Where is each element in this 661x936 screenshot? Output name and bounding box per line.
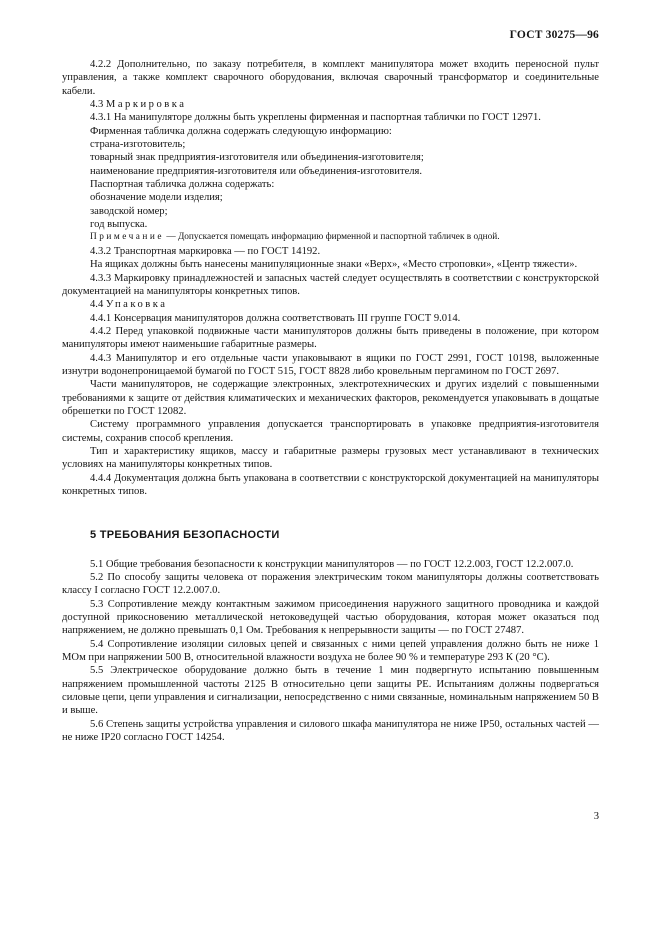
paragraph: 5.1 Общие требования безопасности к конструкции манипуляторов — по ГОСТ 12.2.003, ГОСТ 12.2.007.0. (90, 558, 574, 570)
block-4-2 (62, 58, 599, 98)
paragraph: Части манипуляторов, не содержащие электронных, электротехнических и других изделий с повышенными требованиями к защите от действия климатических и механических факторов, рекомендуется упаковывать в дощатые обрешетки по ГОСТ 12082. (62, 379, 599, 417)
block-4-4 (62, 312, 599, 499)
note-label: Примечание (90, 232, 164, 243)
paragraph: 4.4.1 Консервация манипуляторов должна соответствовать III группе ГОСТ 9.014. (90, 312, 461, 324)
section-heading-5: 5 ТРЕБОВАНИЯ БЕЗОПАСНОСТИ (90, 529, 280, 542)
page-header-doc-code: ГОСТ 30275—96 (509, 29, 599, 41)
section-number: 4.3 (90, 99, 104, 111)
note (62, 231, 599, 244)
paragraph: 5.6 Степень защиты устройства управления и силового шкафа манипулятора не ниже IP50, остальных частей — не ниже IP20 согласно ГОСТ 14254. (62, 718, 599, 744)
section-heading-4-3 (62, 98, 599, 111)
note-text: — Допускается помещать информацию фирменной и паспортной табличек в одной. (164, 232, 500, 243)
paragraph: 5.2 По способу защиты человека от поражения электрическим током манипуляторы должны соответствовать классу I согласно ГОСТ 12.2.007.0. (62, 572, 599, 597)
block-4-3 (62, 111, 599, 231)
paragraph: 4.3.2 Транспортная маркировка — по ГОСТ 14192. (90, 245, 321, 257)
paragraph: Систему программного управления допускается транспортировать в упаковке предприятия-изготовителя системы, сохранив способ крепления. (62, 419, 599, 444)
paragraph: 4.4.4 Документация должна быть упакована в соответствии с конструкторской документацией на манипуляторы конкретных типов. (62, 472, 599, 497)
paragraph: обозначение модели изделия; (90, 192, 223, 204)
section-title: Маркировка (105, 99, 187, 111)
paragraph: наименование предприятия-изготовителя или объединения-изготовителя. (90, 165, 423, 177)
paragraph: товарный знак предприятия-изготовителя или объединения-изготовителя; (90, 152, 424, 164)
document-body (62, 58, 599, 745)
page-number: 3 (593, 811, 599, 822)
paragraph: 4.3.3 Маркировку принадлежностей и запасных частей следует осуществлять в соответствии с конструкторской документацией на манипуляторы конкретных типов. (62, 272, 599, 297)
paragraph: год выпуска. (90, 219, 148, 231)
paragraph: 5.5 Электрическое оборудование должно быть в течение 1 мин подвергнуто испытанию повышенным напряжением промышленной частоты 2125 В относительно цепи защиты РЕ. Испытаниям должны подвергаться силовые цепи, цепи управления и сигнализации, непосредственно с ними связанные, номинальным напряжением 50 В и выше. (62, 665, 599, 717)
paragraph: 4.2.2 Дополнительно, по заказу потребителя, в комплект манипулятора может входить переносной пульт управления, а также комплект сварочного оборудования, включая сварочный трансформатор и соединительные кабели. (62, 59, 599, 97)
paragraph: 4.3.1 На манипуляторе должны быть укреплены фирменная и паспортная таблички по ГОСТ 12971. (90, 112, 541, 124)
paragraph: 4.4.2 Перед упаковкой подвижные части манипуляторов должны быть приведены в положение, при котором манипуляторы имеют наименьшие габаритные размеры. (62, 325, 599, 351)
block-5 (62, 558, 599, 745)
paragraph: 5.4 Сопротивление изоляции силовых цепей и связанных с ними цепей управления должно быть не ниже 1 МОм при напряжении 500 В, относительной влажности воздуха не более 90 % и температуре 293 К (20 °С). (62, 638, 599, 664)
paragraph: страна-изготовитель; (90, 139, 186, 151)
paragraph: Паспортная табличка должна содержать: (90, 179, 275, 191)
paragraph: Фирменная табличка должна содержать следующую информацию: (90, 125, 392, 137)
paragraph: 5.3 Сопротивление между контактным зажимом присоединения наружного защитного проводника и каждой доступной прикосновению металлической нетоковедущей частью оборудования, которая может оказаться под напряжением, не должно превышать 0,1 Ом. Требования к непрерывности защиты — по ГОСТ 27487. (62, 598, 599, 637)
paragraph: 4.4.3 Манипулятор и его отдельные части упаковывают в ящики по ГОСТ 2991, ГОСТ 10198, выложенные изнутри водонепроницаемой бумагой по ГОСТ 515, ГОСТ 8828 либо кровельным пергамином по ГОСТ 2697. (62, 352, 599, 377)
section-heading-4-4 (62, 298, 599, 311)
paragraph: На ящиках должны быть нанесены манипуляционные знаки «Верх», «Место строповки», «Центр тяжести». (90, 259, 578, 271)
section-number: 4.4 (90, 299, 104, 311)
section-title: Упаковка (105, 299, 168, 311)
block-4-3-continued (62, 245, 599, 298)
paragraph: Тип и характеристику ящиков, массу и габаритные размеры грузовых мест устанавливают в технических условиях на манипуляторы конкретных типов. (62, 445, 599, 471)
paragraph: заводской номер; (90, 205, 168, 217)
